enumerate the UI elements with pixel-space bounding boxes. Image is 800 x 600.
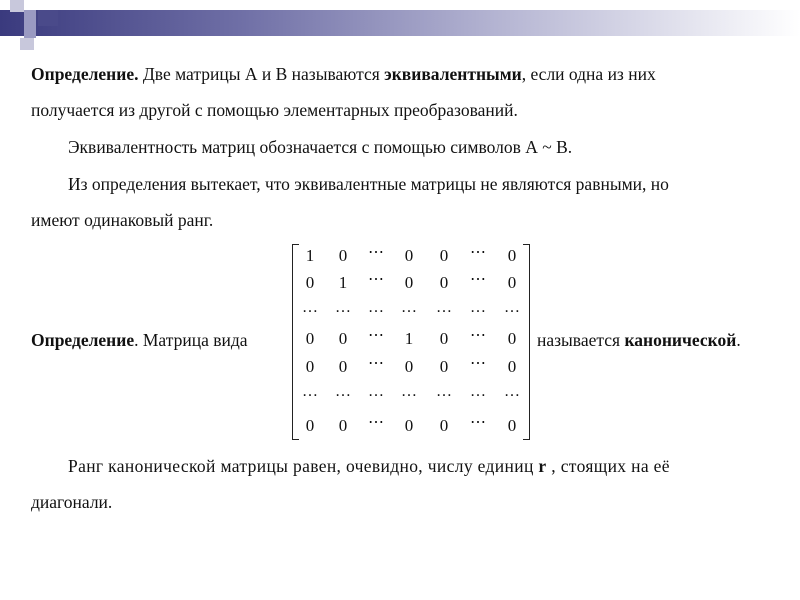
matrix-row (292, 355, 530, 379)
matrix-cell: 0 (338, 329, 348, 348)
matrix-cell: 0 (404, 273, 414, 292)
matrix-cell: … (436, 299, 452, 316)
matrix-cell: ⋯ (470, 414, 486, 431)
matrix-cell: 1 (338, 273, 348, 292)
matrix-cell: 0 (507, 273, 517, 292)
matrix-cell: ⋯ (470, 271, 486, 288)
matrix-cell: … (401, 299, 417, 316)
rank-text: , стоящих на её (546, 456, 670, 476)
matrix-cell: … (335, 383, 351, 400)
matrix-cell: ⋯ (368, 414, 384, 431)
matrix-cell: ⋯ (368, 355, 384, 372)
matrix-row (292, 327, 530, 351)
matrix-cell: 0 (439, 329, 449, 348)
matrix-cell: ⋯ (470, 355, 486, 372)
matrix-cell: 1 (404, 329, 414, 348)
definition-term: Определение. (31, 64, 139, 84)
rank-symbol: r (538, 456, 547, 476)
matrix-cell: 0 (305, 329, 315, 348)
deco-square (32, 0, 46, 10)
matrix-cell: 0 (338, 246, 348, 265)
matrix-cell: 0 (305, 416, 315, 435)
definition-canonical-left (31, 330, 248, 350)
definition-text: , если одна из них (521, 64, 656, 84)
matrix-cell: … (302, 383, 318, 400)
matrix-cell: 0 (305, 357, 315, 376)
matrix-cell: … (436, 383, 452, 400)
matrix-cell: 0 (507, 416, 517, 435)
matrix-row (292, 299, 530, 323)
definition-bold-term: канонической (624, 330, 737, 350)
matrix-cell: 0 (439, 416, 449, 435)
matrix-cell: ⋯ (368, 244, 384, 261)
matrix-row (292, 383, 530, 407)
matrix-cell: 0 (404, 357, 414, 376)
deco-square (10, 0, 24, 12)
matrix-cell: 0 (439, 357, 449, 376)
definition-term: Определение (31, 330, 135, 350)
header-decoration (0, 0, 64, 52)
matrix-cell: ⋯ (368, 327, 384, 344)
equivalence-consequence-line1: Из определения вытекает, что эквивалентные матрицы не являются равными, но (68, 174, 669, 194)
matrix-cell: 0 (305, 273, 315, 292)
deco-square (24, 10, 36, 38)
definition-text: . Матрица вида (134, 330, 248, 350)
matrix-cell: 0 (338, 357, 348, 376)
matrix-cell: … (401, 383, 417, 400)
rank-text: Ранг канонической матрицы равен, очевидно, числу единиц (68, 456, 539, 476)
matrix-cell: ⋯ (470, 327, 486, 344)
deco-square (20, 38, 34, 50)
definition-end: . (736, 330, 741, 350)
matrix-cell: … (504, 383, 520, 400)
equivalence-consequence-line2: имеют одинаковый ранг. (31, 210, 214, 230)
matrix-row (292, 414, 530, 438)
canonical-matrix (292, 244, 530, 438)
matrix-cell: 0 (507, 329, 517, 348)
matrix-cell: … (302, 299, 318, 316)
matrix-cell: 0 (404, 246, 414, 265)
definition-text: называется (537, 330, 625, 350)
matrix-cell: ⋯ (368, 271, 384, 288)
matrix-cell: 0 (507, 357, 517, 376)
matrix-cell: 0 (404, 416, 414, 435)
deco-square (38, 10, 58, 26)
matrix-cell: 0 (439, 246, 449, 265)
matrix-cell: … (368, 299, 384, 316)
rank-statement-line1 (68, 456, 670, 476)
matrix-cell: 0 (439, 273, 449, 292)
matrix-cell: … (504, 299, 520, 316)
matrix-cell: 1 (305, 246, 315, 265)
matrix-cell: 0 (338, 416, 348, 435)
matrix-row (292, 244, 530, 268)
matrix-cell: … (335, 299, 351, 316)
definition-canonical-right (537, 330, 741, 350)
matrix-cell: ⋯ (470, 244, 486, 261)
matrix-cell: … (470, 383, 486, 400)
definition-equivalent-line1 (31, 64, 656, 84)
matrix-cell: … (368, 383, 384, 400)
definition-equivalent-line2: получается из другой с помощью элементарных преобразований. (31, 100, 518, 120)
matrix-cell: 0 (507, 246, 517, 265)
definition-text: Две матрицы А и В называются (138, 64, 385, 84)
equivalence-notation-text: Эквивалентность матриц обозначается с помощью символов А ~ В. (68, 137, 573, 157)
matrix-row (292, 271, 530, 295)
matrix-cell: … (470, 299, 486, 316)
rank-statement-line2: диагонали. (31, 492, 113, 512)
header-gradient-bar (0, 10, 800, 36)
definition-bold-term: эквивалентными (384, 64, 522, 84)
